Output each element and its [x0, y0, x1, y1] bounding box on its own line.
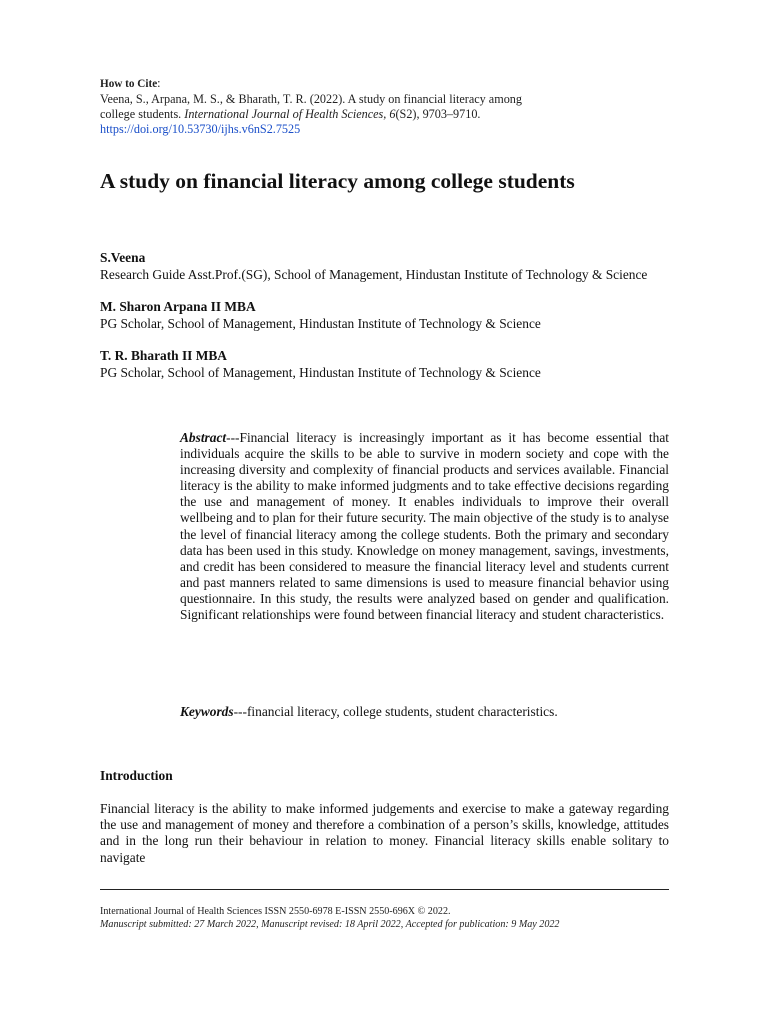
author-affiliation: PG Scholar, School of Management, Hindustan Institute of Technology & Science [100, 364, 541, 380]
keywords-heading: Keywords [180, 704, 234, 719]
citation-reference-line-2 [100, 107, 680, 122]
citation-reference-line-1: Veena, S., Arpana, M. S., & Bharath, T. R. (2022). A study on financial literacy among [100, 92, 522, 106]
footer-divider [100, 889, 669, 890]
author-list [100, 250, 690, 397]
author-name: T. R. Bharath II MBA [100, 348, 227, 363]
keywords-text: ---financial literacy, college students, student characteristics. [233, 704, 558, 719]
author-entry [100, 348, 690, 381]
abstract-heading: Abstract [180, 430, 227, 445]
footer-dates-line: Manuscript submitted: 27 March 2022, Manuscript revised: 18 April 2022, Accepted for publication: 9 May 2022 [100, 918, 560, 930]
introduction-paragraph: Financial literacy is the ability to make informed judgements and exercise to make a gateway regarding the use and management of money and therefore a combination of a person’s skills, knowledge, attitudes and in the long run their behaviour in relation to money. Financial literacy skills enable solitary to navigate [100, 801, 669, 865]
how-to-cite-colon: : [157, 76, 161, 90]
paper-title: A study on financial literacy among college students [100, 169, 575, 193]
keywords-paragraph [180, 704, 580, 721]
introduction-heading: Introduction [100, 768, 173, 783]
author-affiliation: Research Guide Asst.Prof.(SG), School of Management, Hindustan Institute of Technology & Science [100, 266, 648, 282]
citation-reference-plain: college students. [100, 107, 185, 121]
abstract-text: ---Financial literacy is increasingly important as it has become essential that individuals acquire the skills to be able to survive in modern society and cope with the increasing diversity and complexity of financial products and services available. Financial literacy is the ability to make informed judgments and to take effective decisions regarding the use and management of money. It enables individuals to improve their overall wellbeing and to plan for their future security. The main objective of the study is to analyse the level of financial literacy among the college students. Both the primary and secondary data has been used in this study. Knowledge on money management, savings, investments, and credit has been considered to measure the financial literacy level and students current and past manners related to same dimensions is used to measure financial behavior using questionnaire. In this study, the results were analyzed based on gender and qualification. Significant relationships were found between financial literacy and student characteristics. [180, 430, 669, 623]
citation-issue-pages: (S2), 9703–9710. [395, 107, 481, 121]
author-entry [100, 299, 690, 332]
author-entry [100, 250, 690, 283]
how-to-cite-block [100, 76, 680, 137]
footer-journal-line: International Journal of Health Sciences ISSN 2550-6978 E-ISSN 2550-696X © 2022. [100, 906, 451, 917]
author-name: S.Veena [100, 250, 146, 265]
author-name: M. Sharon Arpana II MBA [100, 299, 256, 314]
abstract-paragraph [180, 430, 669, 623]
how-to-cite-heading [100, 76, 680, 92]
citation-journal: International Journal of Health Sciences, 6 [184, 107, 396, 121]
doi-link[interactable]: https://doi.org/10.53730/ijhs.v6nS2.7525 [100, 122, 301, 136]
author-affiliation: PG Scholar, School of Management, Hindustan Institute of Technology & Science [100, 315, 541, 331]
how-to-cite-label: How to Cite [100, 78, 158, 90]
page-footer [100, 906, 680, 931]
citation-doi-line [100, 122, 680, 137]
